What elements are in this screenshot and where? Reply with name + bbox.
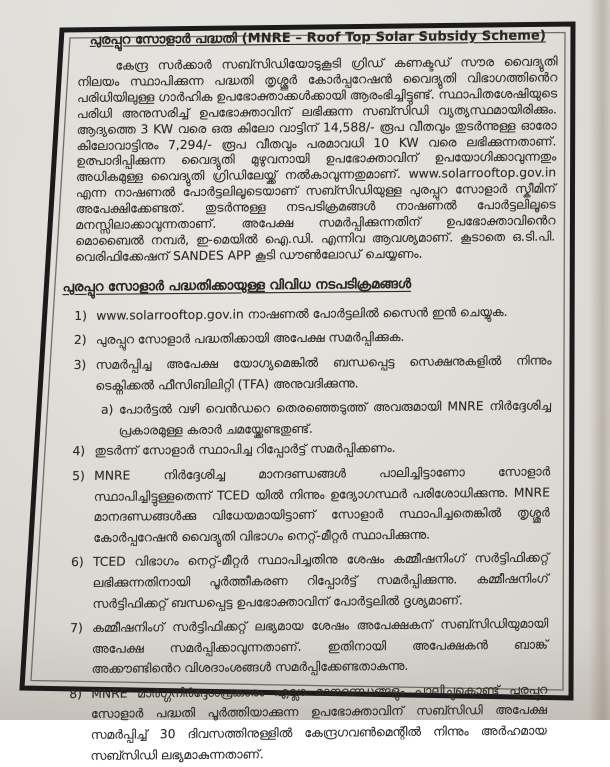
step-item-7 [70, 614, 551, 680]
document-title: പുരപ്പുറ സോളാർ പദ്ധതി (MNRE – Roof Top Solar Subsidy Scheme) [89, 28, 547, 48]
step-text: കമ്മീഷനിംഗ് സർട്ടിഫിക്കറ്റ് ലഭ്യമായ ശേഷം അപേക്ഷകന് സബ്സിഡിയുമായി അപേക്ഷ സമർപ്പിക്കാവുന്നതാണ്. ഇതിനായി അപേക്ഷകൻ ബാങ്ക് അക്കൗണ്ടിൻെറ വിശദാംശങ്ങൾ സമർപ്പിക്കേണ്ടതാകുന്നു. [91, 616, 549, 677]
step-text: TCED വിഭാഗം നെറ്റ്-മീറ്റർ സ്ഥാപിച്ചതിനു ശേഷം കമ്മീഷനിംഗ് സർട്ടിഫിക്കറ്റ് ലഭിക്കുന്നതിനായി പൂർത്തീകരണ റിപ്പോർട്ട് സമർപ്പിക്കുന്നു. കമ്മീഷനിംഗ് സർട്ടിഫിക്കറ്റ് ബന്ധപ്പെട്ട ഉപഭോക്താവിന് പോർട്ടലിൽ ദൃശ്യമാണ്. [92, 550, 550, 611]
step-number: 3) [73, 357, 87, 373]
step-item-8 [68, 679, 549, 766]
step-text: www.solarrooftop.gov.in നാഷണൽ പോർട്ടലിൽ സൈൻ ഇൻ ചെയ്യുക. [96, 304, 508, 323]
step-text: MNRE നിർദ്ദേശിച്ച മാനദണ്ഡങ്ങൾ പാലിച്ചിട്ടാണോ സോളാർ സ്ഥാപിച്ചിട്ടുള്ളതെന്ന് TCED യിൽ നിന്നും ഉദ്യോഗസ്ഥർ പരിശോധിക്കുന്നു. MNRE മാനദണ്ഡങ്ങൾക്കു വിധേയമായിട്ടാണ് സോളാർ സ്ഥാപിച്ചതെങ്കിൽ തൃശ്ശൂർ കോർപ്പറേഷൻ വൈദ്യുതി വിഭാഗം നെറ്റ്-മീറ്റർ സ്ഥാപിക്കുന്നു. [93, 464, 551, 545]
step-item-2 [74, 326, 554, 351]
document-content [62, 28, 558, 763]
step-item-6 [70, 548, 551, 614]
substep-item-3a [101, 396, 554, 442]
step-number: 6) [70, 555, 84, 570]
step-item-1 [74, 301, 554, 326]
substep-number: a) [100, 402, 114, 417]
step-text: പുരപ്പുറ സോളാർ പദ്ധതിക്കായി അപേക്ഷ സമർപ്പിക്കുക. [95, 330, 405, 348]
step-number: 7) [70, 621, 83, 636]
section-heading: പുരപ്പുറ സോളാർ പദ്ധതിക്കായുള്ള വിവിധ നടപടിക്രമങ്ങൾ [62, 276, 412, 295]
step-number: 5) [72, 468, 85, 484]
step-number: 4) [72, 444, 86, 459]
step-item-4 [72, 437, 552, 462]
step-text: സമർപ്പിച്ച അപേക്ഷ യോഗ്യമെങ്കിൽ ബന്ധപ്പെട്ട സെക്ഷനുകളിൽ നിന്നും ടെക്നിക്കൽ ഫീസിബിലിറ്റി (TFA) അനുവദിക്കുന്നു. [95, 353, 552, 393]
steps-list [68, 301, 554, 766]
step-item-3 [73, 350, 554, 396]
step-number: 8) [69, 686, 83, 701]
step-number: 1) [74, 308, 88, 323]
step-text: തുടർന്ന് സോളാർ സ്ഥാപിച്ച റിപ്പോർട്ട് സമർപ്പിക്കണം. [94, 441, 396, 459]
step-text: MNRE മാർഗ്ഗനിർദ്ദേശപ്രകാരം എല്ലാ മാനദണ്ഡങ്ങളും പാലിച്ചുകൊണ്ട് പുരപ്പുറ സോളാർ പദ്ധതി പൂർത്തിയാക്കുന്ന ഉപഭോക്താവിന് സബ്സിഡി അപേക്ഷ സമർപ്പിച്ച് 30 ദിവസത്തിനുള്ളിൽ കേന്ദ്രഗവൺമെന്റിൽ നിന്നും അർഹമായ സബ്സിഡി ലഭ്യമാകുന്നതാണ്. [90, 682, 548, 763]
step-item-5 [71, 461, 552, 548]
intro-paragraph: കേന്ദ്ര സർക്കാർ സബ്സിഡിയോടുകൂടി ഗ്രിഡ് കണക്ടഡ് സൗര വൈദ്യുതി നിലയം സ്ഥാപിക്കുന്ന പദ്ധതി തൃശ്ശൂർ കോർപ്പറേഷൻ വൈദ്യുതി വിഭാഗത്തിൻെറ പരിധിയിലുള്ള ഗാർഹിക ഉപഭോക്താക്കൾക്കായി ആരംഭിച്ചിട്ടുണ്ട്. സ്ഥാപിതശേഷിയുടെ പരിധി അനുസരിച്ച് ഉപഭോക്താവിന് ലഭിക്കുന്ന സബ്സിഡി വ്യത്യസ്ഥമായിരിക്കും. ആദ്യത്തെ 3 KW വരെ ഒരു കിലോ വാട്ടിന് 14,588/- രൂപ വീതവും തുടർന്നുള്ള ഓരോ കിലോവാട്ടിനും 7,294/- രൂപ വീതവും പരമാവധി 10 KW വരെ ലഭിക്കുന്നതാണ്. ഉത്പാദിപ്പിക്കുന്ന വൈദ്യുതി മുഴുവനായി ഉപഭോക്താവിന് ഉപയോഗിക്കാവുന്നതും അധികമുള്ള വൈദ്യുതി ഗ്രിഡിലേയ്ക്ക് നൽകാവുന്നതുമാണ്. www.solarrooftop.gov.in എന്ന നാഷണൽ പോർട്ടലിലൂടെയാണ് സബ്സിഡിയുള്ള പുരപ്പുറ സോളാർ സ്കീമിന് അപേക്ഷിക്കേണ്ടത്. തുടർന്നുള്ള നടപടിക്രമങ്ങൾ നാഷണൽ പോർട്ടലിലൂടെ മനസ്സിലാക്കാവുന്നതാണ്. അപേക്ഷ സമർപ്പിക്കുന്നതിന് ഉപഭോക്താവിൻെറ മൊബൈൽ നമ്പർ, ഇ-മെയിൽ ഐ.ഡി. എന്നിവ ആവശ്യമാണ്. കൂടാതെ ഒ.ടി.പി. വെരിഫിക്കേഷന് SANDES APP കൂടി ഡൗൺലോഡ് ചെയ്യണം. [74, 54, 558, 264]
step-number: 2) [73, 333, 87, 348]
substep-text: പോർട്ടൽ വഴി വെൻഡറെ തെരഞ്ഞെടുത്ത് അവരുമായി MNRE നിർദ്ദേശിച്ച പ്രകാരമുള്ള കരാർ ചമയ്ക്കേണ്ടതുണ്ട്. [118, 398, 552, 438]
